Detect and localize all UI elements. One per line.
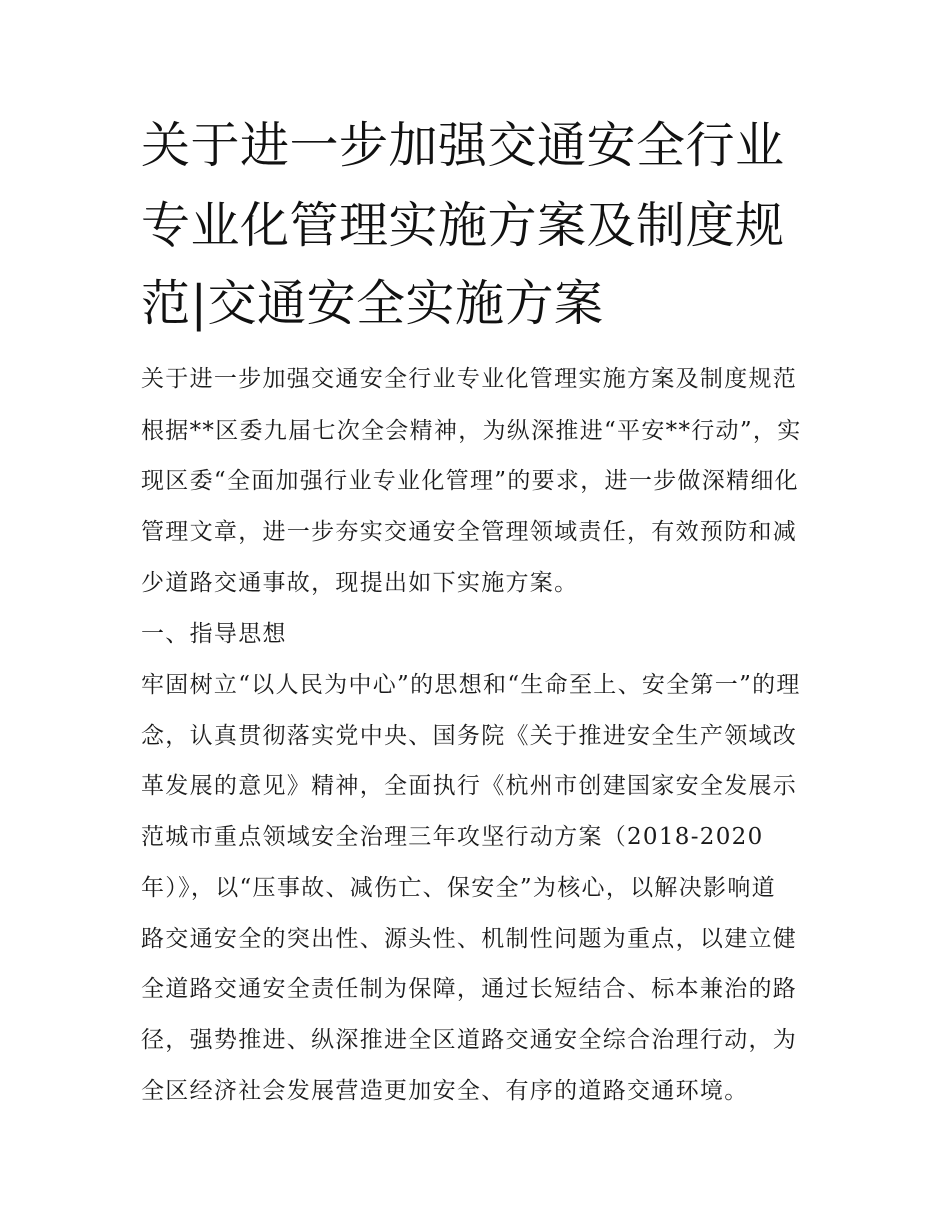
document-title-line-1: 关于进一步加强交通安全行业 — [141, 117, 785, 174]
body-line: 关于进一步加强交通安全行业专业化管理实施方案及制度规范 — [141, 366, 798, 392]
body-line: 径，强势推进、纵深推进全区道路交通安全综合治理行动，为 — [141, 1027, 798, 1053]
body-line: 年）》，以“压事故、减伤亡、保安全”为核心，以解决影响道 — [141, 875, 776, 901]
body-line: 现区委“全面加强行业专业化管理”的要求，进一步做深精细化 — [141, 468, 799, 494]
body-line: 范城市重点领域安全治理三年攻坚行动方案（2018-2020 — [141, 824, 764, 850]
body-line: 念，认真贯彻落实党中央、国务院《关于推进安全生产领域改 — [141, 723, 798, 749]
section-heading: 一、指导思想 — [141, 621, 287, 647]
body-line: 根据**区委九届七次全会精神，为纵深推进“平安**行动”，实 — [141, 418, 802, 444]
document-title-line-2: 专业化管理实施方案及制度规 — [141, 197, 785, 254]
body-line: 牢固树立“以人民为中心”的思想和“生命至上、安全第一”的理 — [141, 672, 801, 698]
document-title-line-3: 范|交通安全实施方案 — [141, 275, 604, 332]
body-line: 路交通安全的突出性、源头性、机制性问题为重点，以建立健 — [141, 926, 798, 952]
body-line: 全区经济社会发展营造更加安全、有序的道路交通环境。 — [141, 1078, 749, 1104]
body-line: 全道路交通安全责任制为保障，通过长短结合、标本兼治的路 — [141, 976, 798, 1002]
body-line: 管理文章，进一步夯实交通安全管理领域责任，有效预防和减 — [141, 519, 798, 545]
body-line: 革发展的意见》精神，全面执行《杭州市创建国家安全发展示 — [141, 773, 798, 799]
body-line: 少道路交通事故，现提出如下实施方案。 — [141, 570, 579, 596]
